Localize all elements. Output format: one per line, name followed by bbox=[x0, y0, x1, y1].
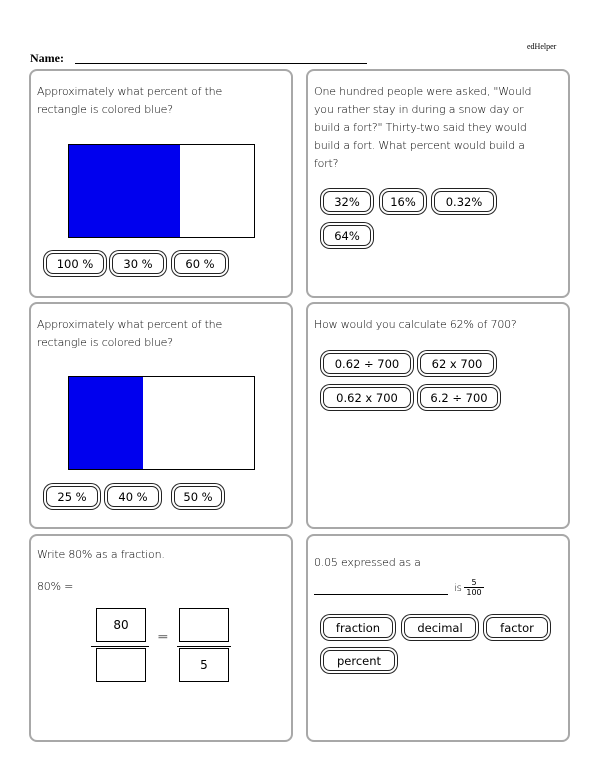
equals-sign: = bbox=[157, 629, 169, 645]
question-card-3 bbox=[29, 302, 293, 529]
question-text: Approximately what percent of the rectangle is colored blue? bbox=[37, 318, 223, 349]
name-label: Name: bbox=[30, 51, 64, 65]
answer-option[interactable]: decimal bbox=[404, 617, 476, 638]
left-fraction-bar bbox=[91, 646, 149, 647]
answer-option[interactable]: 64% bbox=[323, 225, 371, 246]
answer-option[interactable]: 0.62 ÷ 700 bbox=[323, 353, 411, 374]
answer-option[interactable]: 25 % bbox=[46, 486, 98, 507]
small-fraction bbox=[464, 578, 484, 597]
answer-option[interactable]: 100 % bbox=[46, 253, 104, 274]
question-text: Write 80% as a fraction. bbox=[37, 548, 165, 561]
right-numerator-box[interactable] bbox=[179, 608, 229, 642]
right-denominator-box: 5 bbox=[179, 648, 229, 682]
question-text: 0.05 expressed as a bbox=[314, 556, 421, 569]
answer-blank[interactable] bbox=[314, 594, 448, 595]
blue-fill bbox=[69, 377, 143, 469]
answer-option[interactable]: 60 % bbox=[174, 253, 226, 274]
answer-option[interactable]: fraction bbox=[323, 617, 393, 638]
question-text: How would you calculate 62% of 700? bbox=[314, 318, 517, 331]
is-label: is bbox=[454, 583, 462, 594]
question-text: Approximately what percent of the rectangle is colored blue? bbox=[37, 85, 223, 116]
answer-option[interactable]: percent bbox=[323, 650, 395, 671]
fraction-prompt: 80% = bbox=[37, 580, 74, 593]
question-card-5 bbox=[29, 534, 293, 742]
question-card-2 bbox=[306, 69, 570, 298]
percent-rectangle bbox=[68, 144, 255, 238]
blue-fill bbox=[69, 145, 180, 237]
answer-option[interactable]: 0.62 x 700 bbox=[323, 387, 411, 408]
question-card-1 bbox=[29, 69, 293, 298]
small-fraction-denominator: 100 bbox=[466, 588, 482, 597]
left-denominator-box[interactable] bbox=[96, 648, 146, 682]
small-fraction-numerator: 5 bbox=[464, 578, 484, 588]
answer-option[interactable]: 50 % bbox=[174, 486, 222, 507]
question-card-6 bbox=[306, 534, 570, 742]
answer-option[interactable]: factor bbox=[486, 617, 548, 638]
answer-option[interactable]: 32% bbox=[323, 191, 371, 212]
question-text: One hundred people were asked, "Would you rather stay in during a snow day or build a fort?" Thirty-two said they would build a fort. What percent would build a fort? bbox=[314, 85, 532, 170]
answer-option[interactable]: 0.32% bbox=[434, 191, 494, 212]
answer-option[interactable]: 62 x 700 bbox=[420, 353, 494, 374]
right-fraction-bar bbox=[177, 646, 231, 647]
left-numerator-box: 80 bbox=[96, 608, 146, 642]
question-card-4 bbox=[306, 302, 570, 529]
brand-label: edHelper bbox=[527, 42, 557, 51]
answer-option[interactable]: 30 % bbox=[112, 253, 164, 274]
answer-option[interactable]: 16% bbox=[382, 191, 424, 212]
name-input-line[interactable] bbox=[75, 63, 367, 64]
answer-option[interactable]: 6.2 ÷ 700 bbox=[420, 387, 498, 408]
percent-rectangle bbox=[68, 376, 255, 470]
answer-option[interactable]: 40 % bbox=[107, 486, 159, 507]
